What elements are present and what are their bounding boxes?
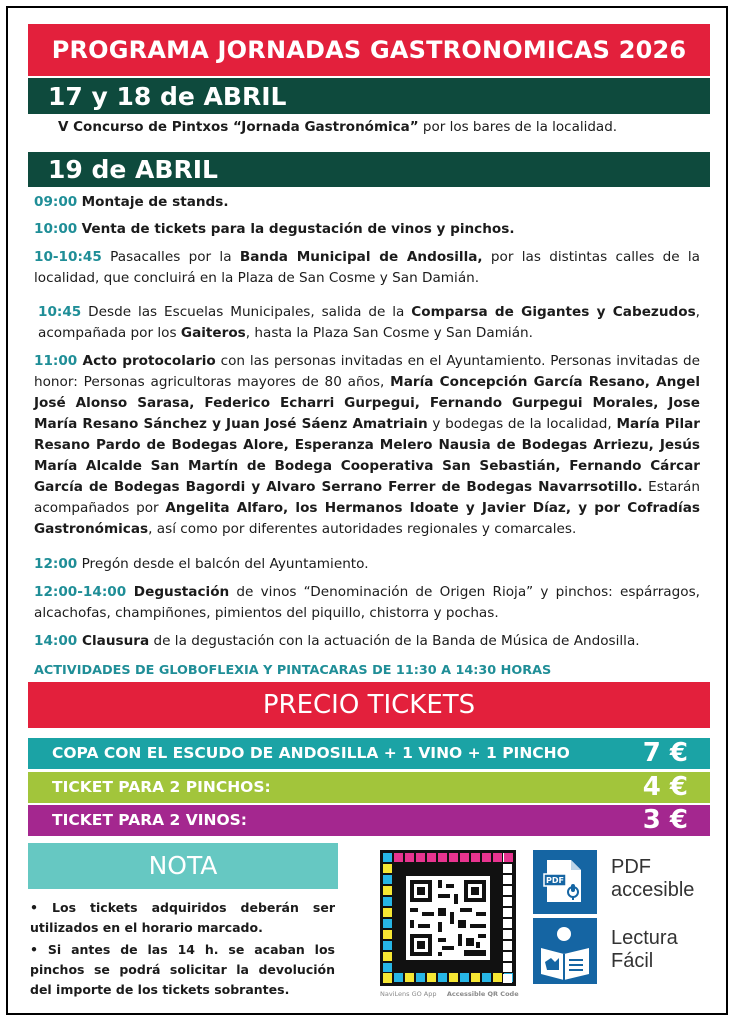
ticket-price: 3 €	[642, 805, 688, 835]
qr-frame-cell	[383, 919, 392, 928]
ticket-price: 4 €	[642, 772, 688, 802]
qr-frame-cell	[394, 973, 403, 982]
easy-read-icon[interactable]	[533, 918, 597, 984]
contest-name: V Concurso de Pintxos “Jornada Gastronómica”	[58, 119, 419, 135]
easy-read-label[interactable]: Lectura Fácil	[611, 927, 678, 972]
accessible-qr-caption: Accessible QR Code	[446, 990, 519, 998]
qr-frame-cell	[383, 963, 392, 972]
qr-frame-cell	[503, 897, 512, 906]
event-1200-1400	[34, 582, 700, 624]
qr-frame-cell	[427, 853, 436, 862]
event-time: 10-10:45	[34, 249, 102, 265]
event-time: 12:00-14:00	[34, 584, 127, 600]
qr-frame-cell	[471, 973, 480, 982]
ticket-row-copa	[28, 738, 710, 769]
qr-frame-cell	[503, 974, 512, 983]
navilens-qr-code[interactable]	[380, 850, 516, 986]
event-text: por las distintas calles de la localidad, que concluirá en la Plaza de San Cosme y San Damián.	[34, 249, 700, 286]
qr-frame-cell	[438, 853, 447, 862]
event-1010	[34, 247, 700, 289]
qr-frame-cell	[503, 941, 512, 950]
event-text: Estarán acompañados por	[34, 479, 700, 516]
qr-frame-cell	[503, 930, 512, 939]
ticket-label: TICKET PARA 2 VINOS:	[52, 811, 247, 829]
event-bold: Gaiteros	[180, 325, 246, 341]
qr-frame-cell	[383, 886, 392, 895]
ticket-row-pinchos	[28, 772, 710, 803]
event-bold: Banda Municipal de Andosilla,	[239, 249, 483, 265]
event-time: 10:00	[34, 221, 78, 237]
qr-frame-cell	[460, 853, 469, 862]
event-text: Montaje de stands.	[81, 194, 229, 210]
event-0900	[34, 192, 700, 213]
event-time: 11:00	[34, 353, 78, 369]
event-text: , hasta la Plaza San Cosme y San Damián.	[245, 325, 533, 341]
qr-frame-cell	[416, 973, 425, 982]
ticket-label: TICKET PARA 2 PINCHOS:	[52, 778, 271, 796]
qr-frame-cell	[493, 853, 502, 862]
event-text: Pregón desde el balcón del Ayuntamiento.	[77, 556, 369, 572]
qr-frame-cell	[383, 930, 392, 939]
ticket-row-vinos	[28, 805, 710, 836]
ticket-label: COPA CON EL ESCUDO DE ANDOSILLA + 1 VINO + 1 PINCHO	[52, 744, 570, 762]
guests-farmers: María Concepción García Resano, Angel José Alonso Sarasa, Federico Echarri Gurpegui, Fernando Gurpegui Morales, Jose María Resano Sánchez y Juan José Sáenz Amatriain	[34, 374, 700, 432]
event-text: Desde las Escuelas Municipales, salida de la	[81, 304, 412, 320]
event-1045	[34, 302, 700, 344]
event-text: , acompañada por los	[38, 304, 700, 341]
event-bold: Degustación	[126, 584, 230, 600]
note-item: • Si antes de las 14 h. se acaban los pinchos se podrá solicitar la devolución del importe de los tickets sobrantes.	[30, 942, 335, 997]
qr-frame-cell	[383, 853, 392, 862]
date-header-1: 17 y 18 de ABRIL	[28, 78, 710, 114]
qr-frame-cell	[503, 875, 512, 884]
qr-frame-cell	[482, 973, 491, 982]
qr-frame-cell	[383, 897, 392, 906]
contest-rest: por los bares de la localidad.	[418, 119, 618, 135]
qr-frame-cell	[438, 973, 447, 982]
price-tickets-header: PRECIO TICKETS	[28, 682, 710, 728]
qr-frame-cell	[383, 908, 392, 917]
ticket-price: 7 €	[642, 738, 688, 768]
event-text: y bodegas de la localidad,	[427, 416, 617, 432]
qr-frame-cell	[503, 963, 512, 972]
qr-frame-cell	[383, 875, 392, 884]
event-text: de vinos “Denominación de Origen Rioja” y pinchos: espárragos, alcachofas, champiñones, pimientos del piquillo, chistorra y pochas.	[34, 584, 700, 621]
event-text: Venta de tickets para la degustación de vinos y pinchos.	[81, 221, 515, 237]
event-text: con las personas invitadas en el Ayuntamiento. Personas invitadas de honor: Personas agricultoras mayores de 80 años,	[34, 353, 700, 390]
qr-frame-cell	[460, 973, 469, 982]
pdf-accessible-label[interactable]: PDF accesible	[611, 856, 695, 901]
qr-frame-cell	[449, 973, 458, 982]
navilens-caption: NaviLens GO App	[380, 990, 437, 998]
qr-frame-cell	[471, 853, 480, 862]
qr-frame-cell	[394, 853, 403, 862]
nota-header: NOTA	[28, 843, 338, 889]
event-1200	[34, 554, 700, 575]
qr-frame-cell	[503, 886, 512, 895]
qr-frame-cell	[427, 973, 436, 982]
guests-wineries: María Pilar Resano Pardo de Bodegas Alore, Esperanza Melero Nausia de Bodegas Arriezu, Jesús María Alcalde San Martín de Bodega Cooperativa San Sebastián, Fernando Cárcar García de Bodegas Bagordi y Alvaro Serrano Ferrer de Bodegas Navarrsotillo.	[34, 416, 700, 495]
qr-caption	[380, 990, 520, 998]
event-time: 14:00	[34, 633, 78, 649]
qr-frame-cell	[405, 853, 414, 862]
activities-line: ACTIVIDADES DE GLOBOFLEXIA Y PINTACARAS DE 11:30 A 14:30 HORAS	[34, 663, 552, 678]
guests-companions: Angelita Alfaro, los Hermanos Idoate y Javier Díaz, y por Cofradías Gastronómicas	[34, 500, 700, 537]
qr-frame-cell	[383, 974, 392, 983]
qr-frame-cell	[503, 864, 512, 873]
qr-frame-cell	[405, 973, 414, 982]
event-time: 09:00	[34, 194, 78, 210]
qr-frame-cell	[383, 864, 392, 873]
event-text: de la degustación con la actuación de la Banda de Música de Andosilla.	[149, 633, 640, 649]
qr-frame-cell	[503, 908, 512, 917]
qr-frame-cell	[504, 853, 513, 862]
event-text: , así como por diferentes autoridades regionales y comarcales.	[148, 521, 577, 537]
qr-code-icon	[380, 850, 516, 986]
qr-frame-cell	[449, 853, 458, 862]
pintxos-contest-line	[58, 119, 617, 135]
qr-frame-cell	[503, 919, 512, 928]
qr-frame-cell	[493, 973, 502, 982]
date-header-2: 19 de ABRIL	[28, 152, 710, 187]
event-1000	[34, 219, 700, 240]
event-bold: Clausura	[77, 633, 150, 649]
event-bold: Acto protocolario	[77, 353, 216, 369]
qr-frame-cell	[482, 853, 491, 862]
svg-text:PDF: PDF	[546, 876, 564, 885]
qr-frame-cell	[503, 952, 512, 961]
event-bold: Comparsa de Gigantes y Cabezudos	[411, 304, 696, 320]
event-1100	[34, 351, 700, 540]
pdf-accessible-icon[interactable]	[533, 850, 597, 914]
event-1400	[34, 631, 700, 652]
note-item: • Los tickets adquiridos deberán ser utilizados en el horario marcado.	[30, 900, 335, 935]
event-time: 12:00	[34, 556, 78, 572]
qr-frame-cell	[383, 941, 392, 950]
event-time: 10:45	[38, 304, 82, 320]
page-title: PROGRAMA JORNADAS GASTRONOMICAS 2026	[28, 24, 710, 76]
qr-frame-cell	[383, 952, 392, 961]
event-text: Pasacalles por la	[101, 249, 240, 265]
qr-frame-cell	[416, 853, 425, 862]
